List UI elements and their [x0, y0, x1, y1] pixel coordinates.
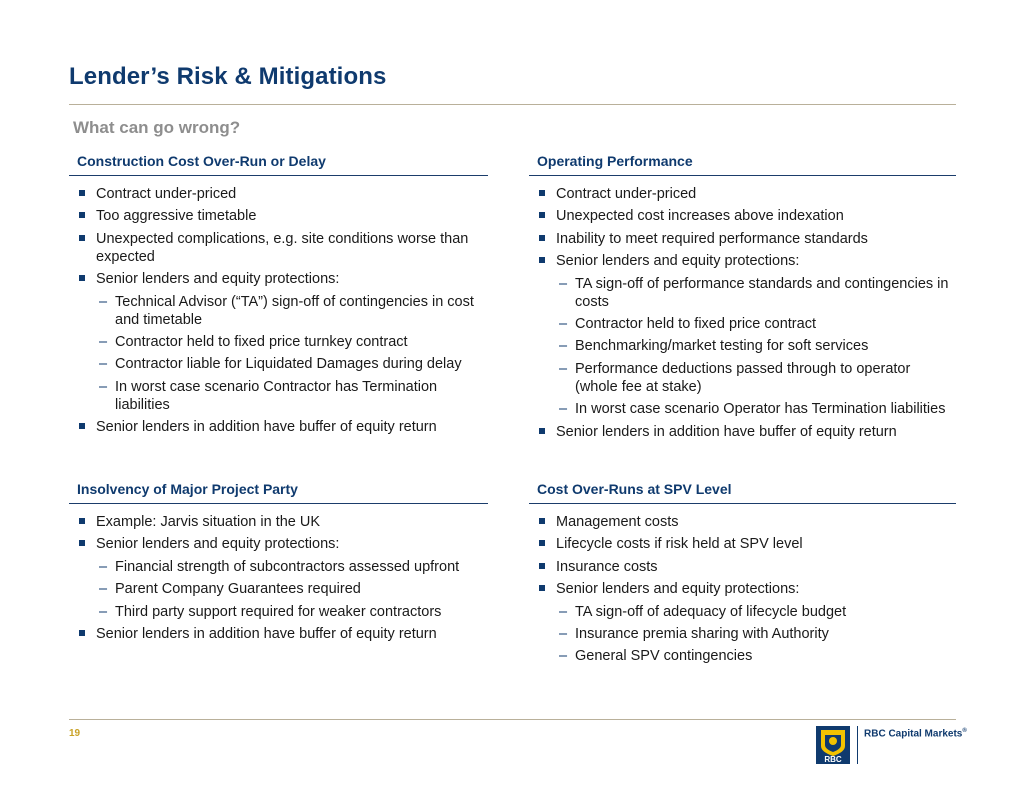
dash-marker: – — [559, 648, 568, 665]
section-spv-cost-overruns — [529, 481, 956, 670]
section-heading: Insolvency of Major Project Party — [69, 481, 488, 504]
list-item-text: Third party support required for weaker contractors — [115, 603, 442, 620]
dash-marker: – — [559, 338, 568, 355]
brand-name — [864, 728, 967, 739]
square-bullet-icon — [79, 190, 85, 196]
list-item — [69, 418, 488, 436]
dash-marker: – — [99, 333, 108, 350]
sub-list-item — [69, 378, 488, 414]
dash-marker: – — [99, 581, 108, 598]
list-item-text: Contract under-priced — [556, 186, 697, 202]
section-heading: Construction Cost Over-Run or Delay — [69, 153, 488, 176]
list-item-text: Contractor liable for Liquidated Damages during delay — [115, 356, 462, 373]
registered-mark: ® — [962, 728, 967, 734]
list-item — [69, 625, 488, 643]
square-bullet-icon — [539, 212, 545, 218]
list-item-text: Contract under-priced — [96, 186, 237, 202]
sub-list-item — [529, 603, 956, 621]
list-item — [529, 423, 956, 441]
square-bullet-icon — [79, 212, 85, 218]
list-item-text: TA sign-off of adequacy of lifecycle budget — [575, 603, 847, 620]
sub-list-item — [69, 603, 488, 621]
dash-marker: – — [559, 315, 568, 332]
dash-marker: – — [99, 378, 108, 395]
page-title: Lender’s Risk & Mitigations — [69, 63, 387, 90]
list-item-text: Senior lenders and equity protections: — [556, 253, 800, 270]
square-bullet-icon — [79, 423, 85, 429]
sub-list-item — [529, 337, 956, 355]
list-item-text: Parent Company Guarantees required — [115, 581, 361, 598]
bullet-list — [529, 176, 956, 441]
list-item-text: Insurance premia sharing with Authority — [575, 625, 829, 642]
sub-list-item — [529, 275, 956, 311]
list-item — [529, 185, 956, 203]
list-item — [69, 535, 488, 553]
dash-marker: – — [559, 625, 568, 642]
section-heading: Operating Performance — [529, 153, 956, 176]
list-item — [529, 535, 956, 553]
list-item-text: Insurance costs — [556, 558, 658, 575]
list-item — [69, 185, 488, 203]
square-bullet-icon — [539, 585, 545, 591]
logo-divider — [857, 726, 858, 764]
square-bullet-icon — [539, 563, 545, 569]
list-item-text: TA sign-off of performance standards and contingencies in costs — [575, 275, 949, 310]
section-operating-performance — [529, 153, 956, 445]
list-item-text: Unexpected complications, e.g. site conditions worse than expected — [96, 230, 469, 265]
dash-marker: – — [559, 275, 568, 292]
list-item — [529, 513, 956, 531]
list-item-text: Performance deductions passed through to operator (whole fee at stake) — [575, 360, 911, 395]
section-construction-cost — [69, 153, 488, 441]
list-item-text: Senior lenders and equity protections: — [96, 536, 340, 553]
list-item-text: In worst case scenario Contractor has Termination liabilities — [115, 378, 438, 413]
dash-marker: – — [99, 558, 108, 575]
list-item — [529, 558, 956, 576]
dash-marker: – — [99, 293, 108, 310]
list-item-text: Financial strength of subcontractors assessed upfront — [115, 558, 460, 575]
list-item-text: Benchmarking/market testing for soft services — [575, 338, 869, 355]
list-item — [529, 207, 956, 225]
list-item-text: Example: Jarvis situation in the UK — [96, 514, 321, 530]
sub-list-item — [69, 355, 488, 373]
square-bullet-icon — [539, 518, 545, 524]
list-item-text: Senior lenders in addition have buffer of equity return — [556, 423, 897, 440]
rbc-logo-icon — [816, 726, 850, 764]
square-bullet-icon — [539, 540, 545, 546]
sub-list-item — [529, 360, 956, 396]
brand-name-text: RBC Capital Markets — [864, 728, 963, 740]
sub-list-item — [69, 558, 488, 576]
sub-list-item — [529, 625, 956, 643]
list-item-text: General SPV contingencies — [575, 648, 753, 665]
page-number: 19 — [69, 728, 81, 739]
list-item-text: Contractor held to fixed price contract — [575, 315, 816, 332]
list-item — [529, 252, 956, 270]
sub-list-item — [69, 293, 488, 329]
list-item-text: Technical Advisor (“TA”) sign-off of contingencies in cost and timetable — [115, 293, 474, 328]
square-bullet-icon — [79, 235, 85, 241]
dash-marker: – — [559, 360, 568, 377]
title-divider — [69, 104, 956, 105]
section-heading: Cost Over-Runs at SPV Level — [529, 481, 956, 504]
list-item — [529, 580, 956, 598]
list-item-text: Inability to meet required performance standards — [556, 230, 868, 247]
square-bullet-icon — [539, 190, 545, 196]
dash-marker: – — [559, 603, 568, 620]
square-bullet-icon — [539, 428, 545, 434]
square-bullet-icon — [79, 518, 85, 524]
list-item — [69, 270, 488, 288]
list-item — [69, 230, 488, 266]
list-item-text: Lifecycle costs if risk held at SPV level — [556, 536, 803, 553]
list-item — [529, 230, 956, 248]
list-item-text: Contractor held to fixed price turnkey contract — [115, 333, 408, 350]
list-item-text: Too aggressive timetable — [96, 208, 257, 225]
list-item-text: Senior lenders and equity protections: — [96, 271, 340, 288]
list-item-text: Senior lenders in addition have buffer of equity return — [96, 625, 437, 642]
square-bullet-icon — [79, 630, 85, 636]
section-insolvency — [69, 481, 488, 647]
dash-marker: – — [559, 401, 568, 418]
dash-marker: – — [99, 603, 108, 620]
dash-marker: – — [99, 356, 108, 373]
logo-text: RBC — [824, 755, 842, 764]
list-item-text: Management costs — [556, 514, 679, 530]
list-item — [69, 207, 488, 225]
square-bullet-icon — [539, 235, 545, 241]
square-bullet-icon — [539, 257, 545, 263]
sub-list-item — [69, 333, 488, 351]
sub-list-item — [69, 580, 488, 598]
square-bullet-icon — [79, 540, 85, 546]
list-item — [69, 513, 488, 531]
footer-divider — [69, 719, 956, 720]
page-subtitle: What can go wrong? — [73, 118, 241, 137]
sub-list-item — [529, 647, 956, 665]
bullet-list — [69, 176, 488, 436]
sub-list-item — [529, 400, 956, 418]
square-bullet-icon — [79, 275, 85, 281]
bullet-list — [69, 504, 488, 643]
bullet-list — [529, 504, 956, 665]
list-item-text: In worst case scenario Operator has Termination liabilities — [575, 401, 946, 418]
list-item-text: Senior lenders and equity protections: — [556, 581, 800, 598]
list-item-text: Senior lenders in addition have buffer of equity return — [96, 419, 437, 436]
sub-list-item — [529, 315, 956, 333]
list-item-text: Unexpected cost increases above indexation — [556, 208, 844, 225]
